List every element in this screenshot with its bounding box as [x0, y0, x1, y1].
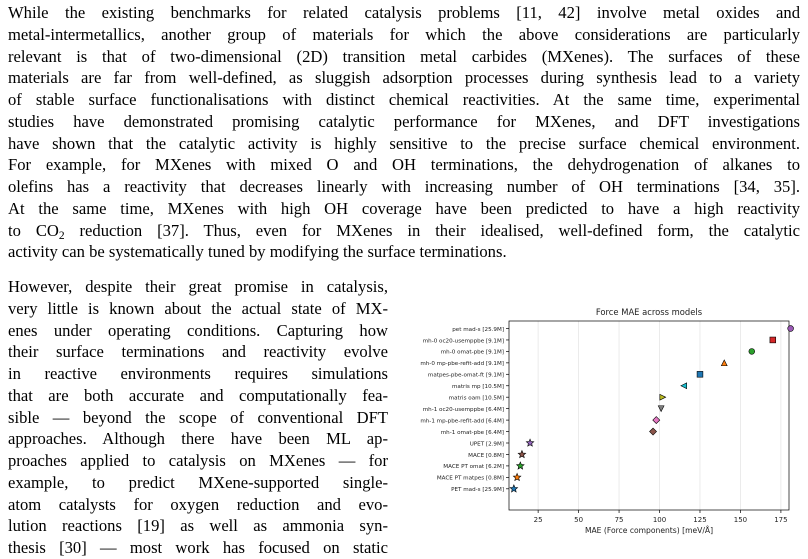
text-line: lution reactions [19] as well as ammonia syn- — [8, 516, 388, 536]
text-fragment: reduction [37]. Thus, even for MXenes in their idealised, well-defined form, the catalytic — [64, 220, 800, 240]
y-tick-label: mh-0 oc20-usemppbe [9.1M] — [422, 338, 504, 345]
text-line: have shown that the catalytic activity is highly sensitive to the precise surface chemical environment. — [8, 133, 800, 153]
data-point — [526, 439, 533, 446]
text-line: olefins has a reactivity that decreases linearly with increasing number of OH terminations [34, 35]. — [8, 177, 800, 196]
text-line: atom catalysts for oxygen reduction and evo- — [8, 494, 388, 514]
text-line: very little is known about the actual state of MX- — [8, 298, 388, 318]
y-tick-label: MACE [0.8M] — [468, 452, 504, 459]
y-axis-labels — [420, 327, 509, 493]
text-line: relevant is that of two-dimensional (2D) transition metal carbides (MXenes). The surfaces of these — [8, 46, 800, 66]
y-tick-label: mh-0 mp-pbe-refit-add [9.1M] — [420, 361, 504, 368]
paragraph-mxenes-intro — [8, 2, 800, 263]
y-tick-label: PET mad-s [25.9M] — [451, 487, 504, 494]
data-point — [510, 485, 517, 492]
x-tick-label: 75 — [614, 516, 624, 524]
text-line: thesis [30] — most work has focused on static — [8, 538, 388, 557]
x-tick-label: 175 — [774, 516, 788, 524]
text-line: At the same time, MXenes with high OH coverage have been predicted to have a high reactivity — [8, 198, 800, 218]
text-line: enes under operating conditions. Capturing how — [8, 320, 388, 340]
y-tick-label: MACE PT matpes [0.8M] — [436, 475, 504, 482]
data-point — [770, 337, 776, 343]
y-tick-label: mh-1 oc20-usemppbe [6.4M] — [422, 406, 504, 413]
y-tick-label: MACE PT omat [6.2M] — [443, 464, 504, 471]
text-fragment: to CO — [8, 220, 59, 240]
data-point — [721, 360, 727, 366]
y-tick-label: matris oam [10.5M] — [448, 395, 504, 402]
y-tick-label: pet mad-s [25.9M] — [452, 326, 504, 333]
x-tick-label: 50 — [574, 516, 584, 524]
data-points — [510, 326, 793, 492]
text-line: sible — beyond the scope of conventional DFT — [8, 407, 388, 427]
data-point — [650, 428, 657, 435]
y-tick-label: mh-1 omat-pbe [6.4M] — [440, 429, 504, 436]
data-point — [518, 451, 525, 458]
text-line: However, despite their great promise in catalysis, — [8, 277, 388, 296]
data-point — [513, 473, 520, 480]
text-line: in reactive environments requires simulations — [8, 364, 388, 383]
y-tick-label: matpes-pbe-omat-ft [9.1M] — [427, 372, 504, 379]
x-axis-label: MAE (Force components) [meV/Å] — [584, 526, 714, 535]
data-point — [681, 383, 687, 389]
y-tick-label: mh-1 mp-pbe-refit-add [6.4M] — [420, 418, 504, 425]
text-line: materials are far from well-defined, as sluggish adsorption processes during synthesis lead to a variety — [8, 68, 800, 88]
x-axis-ticks — [534, 510, 788, 524]
text-line: metal-intermetallics, another group of materials for which the above considerations are particularly — [8, 24, 800, 44]
text-line: For example, for MXenes with mixed O and OH terminations, the dehydrogenation of alkanes to — [8, 155, 800, 175]
text-line: that are both accurate and computationally fea- — [8, 385, 388, 405]
paragraph-mxenes-operating — [8, 276, 388, 559]
data-point — [788, 326, 794, 332]
chart-grid — [538, 321, 781, 510]
text-line: their surface terminations and reactivity evolve — [8, 342, 388, 362]
x-tick-label: 150 — [733, 516, 748, 524]
plot-frame — [509, 321, 789, 510]
text-line-co2 — [8, 220, 800, 242]
data-point — [660, 394, 666, 400]
data-point — [749, 349, 755, 355]
subscript: 2 — [58, 229, 65, 242]
x-tick-label: 100 — [652, 516, 667, 524]
x-tick-label: 125 — [693, 516, 707, 524]
data-point — [658, 406, 664, 412]
text-line: While the existing benchmarks for related catalysis problems [11, 42] involve metal oxides and — [8, 3, 800, 22]
text-line: studies have demonstrated promising catalytic performance for MXenes, and DFT investigations — [8, 111, 800, 131]
y-tick-label: UPET [2.9M] — [469, 441, 504, 448]
text-line: example, to predict MXene-supported single- — [8, 472, 388, 492]
text-line: proaches applied to catalysis on MXenes — for — [8, 451, 388, 470]
force-mae-chart — [400, 300, 800, 540]
chart-title: Force MAE across models — [595, 307, 703, 317]
text-line: approaches. Although there have been ML ap- — [8, 429, 388, 449]
x-tick-label: 25 — [533, 516, 543, 524]
data-point — [517, 462, 524, 469]
data-point — [697, 371, 703, 377]
y-tick-label: matris mp [10.5M] — [451, 384, 504, 391]
data-point — [653, 417, 660, 424]
text-line: activity can be systematically tuned by modifying the surface terminations. — [8, 242, 507, 262]
y-tick-label: mh-0 omat-pbe [9.1M] — [440, 349, 504, 356]
text-line: of stable surface functionalisations with distinct chemical reactivities. At the same time, experimental — [8, 90, 800, 109]
